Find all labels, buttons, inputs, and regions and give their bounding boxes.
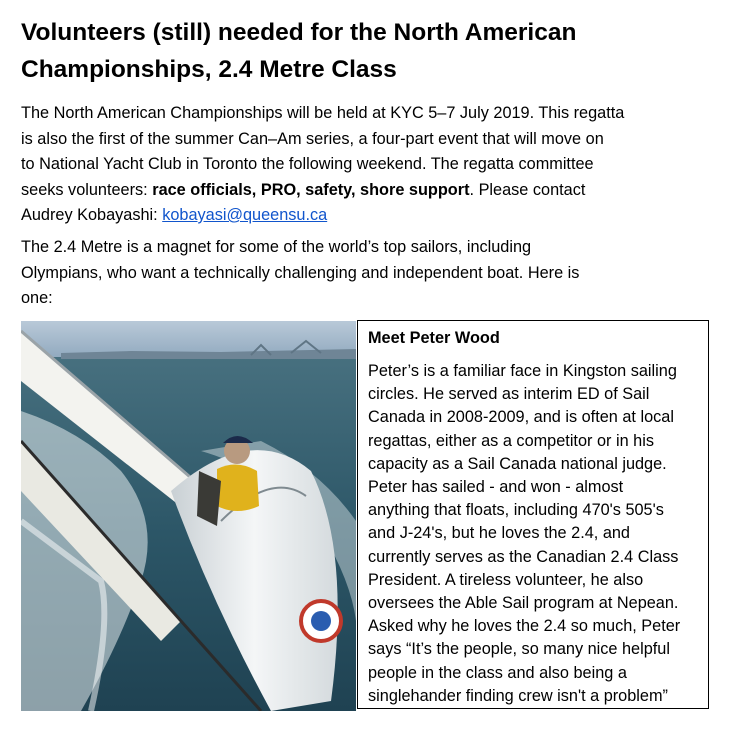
profile-line: President. A tireless volunteer, he also [368, 570, 644, 589]
second-paragraph [21, 235, 721, 312]
p1-line-1: The North American Championships will be held at KYC 5–7 July 2019. This regatta [21, 104, 625, 122]
profile-line: capacity as a Sail Canada national judge. [368, 454, 667, 473]
p1-line-4-post: . Please contact [469, 180, 586, 199]
p1-line-2: is also the first of the summer Can–Am series, a four-part event that will move on [21, 129, 604, 148]
p2-line-2: Olympians, who want a technically challenging and independent boat. Here is [21, 263, 580, 282]
intro-paragraph [21, 101, 721, 229]
profile-line: Asked why he loves the 2.4 so much, Peter [368, 617, 681, 636]
profile-line: and J-24's, but he loves the 2.4, and [368, 524, 630, 543]
profile-line: regattas, either as a competitor or in his [368, 431, 654, 450]
p2-line-1: The 2.4 Metre is a magnet for some of the world’s top sailors, including [21, 238, 532, 256]
profile-line: singlehander finding crew isn't a problem” [368, 686, 668, 705]
contact-name: Audrey Kobayashi: [21, 206, 163, 224]
title-line-1: Volunteers (still) needed for the North American [21, 19, 577, 46]
profile-line: Peter has sailed - and won - almost [368, 478, 624, 497]
profile-line: circles. He served as interim ED of Sail [368, 385, 650, 404]
sailboat-photo [21, 321, 356, 711]
profile-line: Peter’s is a familiar face in Kingston sailing [368, 362, 677, 380]
profile-line: says “It’s the people, so many nice helpful [368, 640, 670, 659]
sailboat-illustration [21, 321, 356, 711]
p2-line-3: one: [21, 289, 53, 307]
title-line-2: Championships, 2.4 Metre Class [21, 56, 397, 83]
volunteer-roles: race officials, PRO, safety, shore support [152, 180, 470, 199]
profile-line: Canada in 2008-2009, and is often at local [368, 408, 674, 427]
life-jacket [217, 464, 259, 511]
email-link[interactable]: kobayasi@queensu.ca [162, 206, 328, 224]
profile-title: Meet Peter Wood [368, 329, 500, 347]
p1-line-3: to National Yacht Club in Toronto the following weekend. The regatta committee [21, 155, 594, 173]
profile-line: oversees the Able Sail program at Nepean. [368, 594, 679, 613]
profile-line: currently serves as the Canadian 2.4 Class [368, 547, 679, 566]
p1-line-4-pre: seeks volunteers: [21, 180, 153, 199]
class-emblem-center [311, 611, 331, 631]
profile-line: people in the class and also being a [368, 663, 627, 682]
profile-box [357, 320, 709, 709]
profile-line: anything that floats, including 470's 505's [368, 501, 664, 520]
article-title [21, 14, 721, 88]
profile-text [368, 360, 700, 708]
